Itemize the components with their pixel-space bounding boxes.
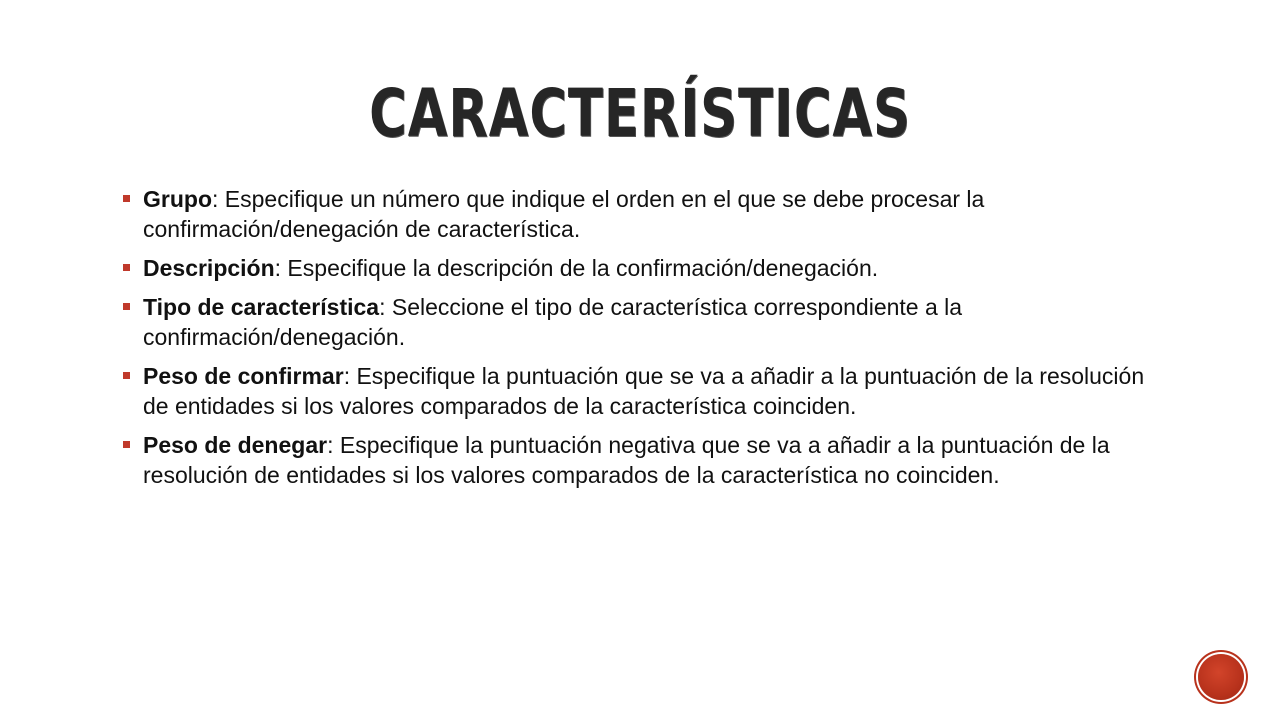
bullet-text: : Especifique la puntuación que se va a añadir a la puntuación de la resolución de entidades si los valores comparados de la característica coinciden. — [143, 363, 1145, 419]
bullet-item-grupo — [143, 184, 1153, 244]
square-bullet-icon — [123, 195, 130, 202]
bullet-term: Peso de denegar — [143, 432, 328, 458]
bullet-item-peso-denegar — [143, 430, 1153, 490]
bullet-item-tipo — [143, 292, 1153, 352]
bullet-text: : Especifique la puntuación negativa que se va a añadir a la puntuación de la resolución de entidades si los valores comparados de la característica no coinciden. — [143, 432, 1110, 488]
square-bullet-icon — [123, 441, 130, 448]
bullet-text: : Seleccione el tipo de característica correspondiente a la confirmación/denegación. — [143, 294, 963, 350]
red-circle-badge-icon — [1198, 654, 1244, 700]
square-bullet-icon — [123, 264, 130, 271]
bullet-term: Descripción — [143, 255, 275, 281]
square-bullet-icon — [123, 303, 130, 310]
bullet-item-peso-confirmar — [143, 361, 1153, 421]
bullet-term: Tipo de característica — [143, 294, 380, 320]
bullet-term: Grupo — [143, 186, 212, 212]
slide-title: CARACTERÍSTICAS — [369, 75, 911, 153]
bullet-item-descripcion — [143, 253, 1153, 283]
bullet-text: : Especifique un número que indique el orden en el que se debe procesar la confirmación/denegación de característica. — [143, 186, 985, 242]
bullet-text: : Especifique la descripción de la confirmación/denegación. — [274, 255, 879, 281]
square-bullet-icon — [123, 372, 130, 379]
bullet-list — [143, 184, 1153, 499]
bullet-term: Peso de confirmar — [143, 363, 344, 389]
